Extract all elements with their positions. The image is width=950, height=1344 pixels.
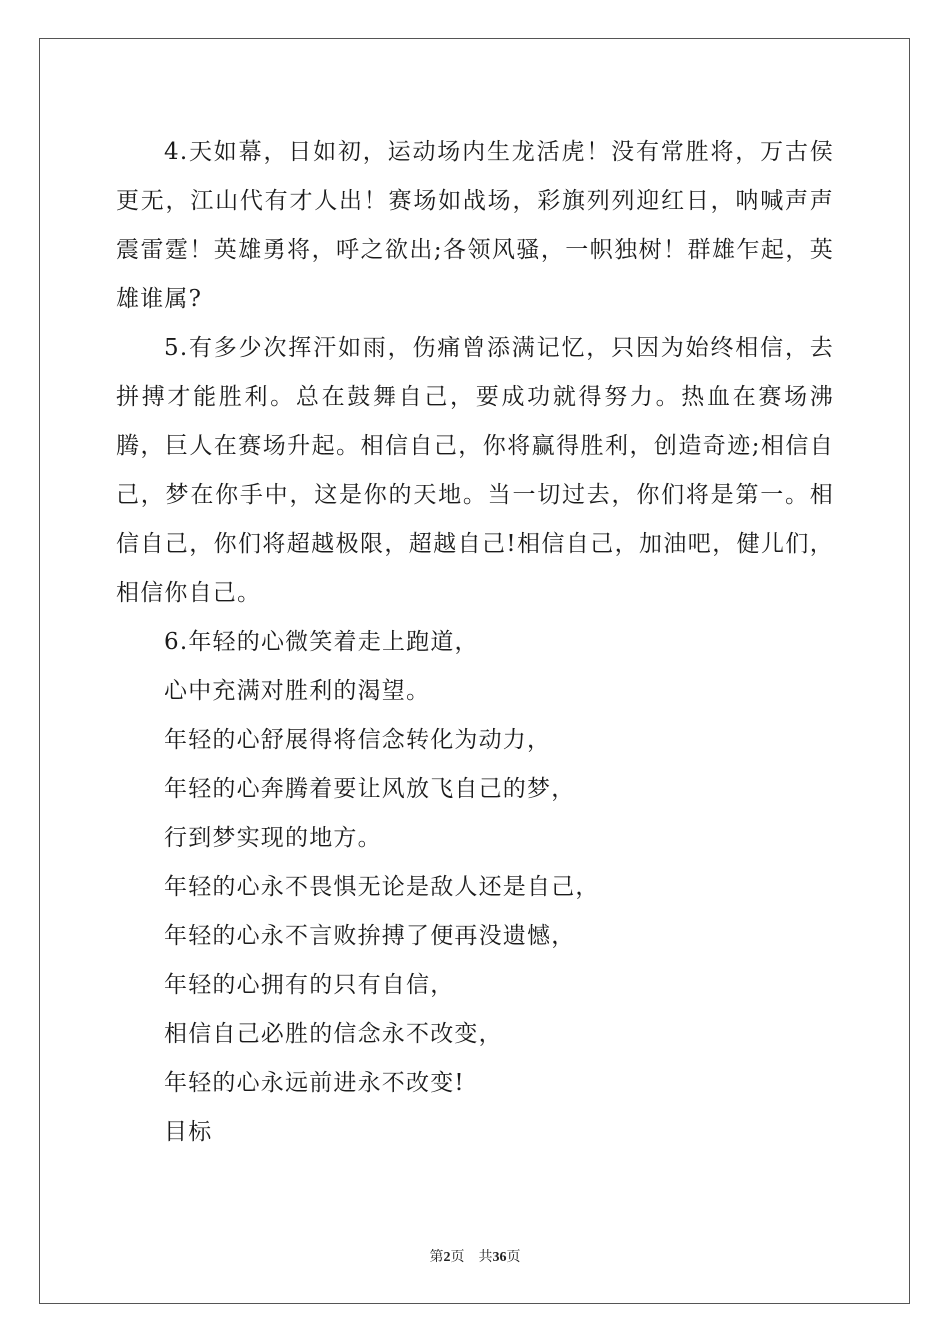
paragraph-5: 5.有多少次挥汗如雨，伤痛曾添满记忆，只因为始终相信，去拼搏才能胜利。总在鼓舞自己，要成功就得努力。热血在赛场沸腾，巨人在赛场升起。相信自己，你将赢得胜利，创造奇迹;相信自己，梦在你手中，这是你的天地。当一切过去，你们将是第一。相信自己，你们将超越极限，超越自己!相信自己，加油吧，健儿们，相信你自己。 [116, 335, 834, 606]
page-prefix: 第 [429, 1249, 444, 1265]
document-body [116, 128, 834, 1157]
poem-line: 年轻的心奔腾着要让风放飞自己的梦， [164, 776, 576, 802]
total-suffix: 页 [506, 1249, 521, 1265]
poem [116, 618, 834, 1157]
poem-line: 年轻的心舒展得将信念转化为动力， [164, 727, 552, 753]
page-number: 2 [443, 1250, 451, 1265]
section-heading-target: 目标 [164, 1119, 213, 1145]
poem-line: 年轻的心永不言败拚搏了便再没遗憾， [164, 923, 576, 949]
poem-line: 行到梦实现的地方。 [164, 825, 382, 851]
page-suffix: 页 [450, 1249, 465, 1265]
poem-line: 年轻的心永不畏惧无论是敌人还是自己， [164, 874, 600, 900]
poem-line: 年轻的心拥有的只有自信， [164, 972, 455, 998]
poem-line: 年轻的心永远前进永不改变! [164, 1070, 465, 1096]
page-footer [0, 1246, 950, 1266]
poem-line: 相信自己必胜的信念永不改变， [164, 1021, 503, 1047]
total-pages: 36 [492, 1250, 507, 1265]
paragraph-4: 4.天如幕，日如初，运动场内生龙活虎！没有常胜将，万古侯更无，江山代有才人出！赛场如战场，彩旗列列迎红日，呐喊声声震雷霆！英雄勇将，呼之欲出;各领风骚，一帜独树！群雄乍起，英雄谁属? [116, 139, 834, 312]
total-prefix: 共 [478, 1249, 493, 1265]
poem-line: 心中充满对胜利的渴望。 [164, 678, 431, 704]
poem-line: 6.年轻的心微笑着走上跑道， [164, 629, 479, 655]
